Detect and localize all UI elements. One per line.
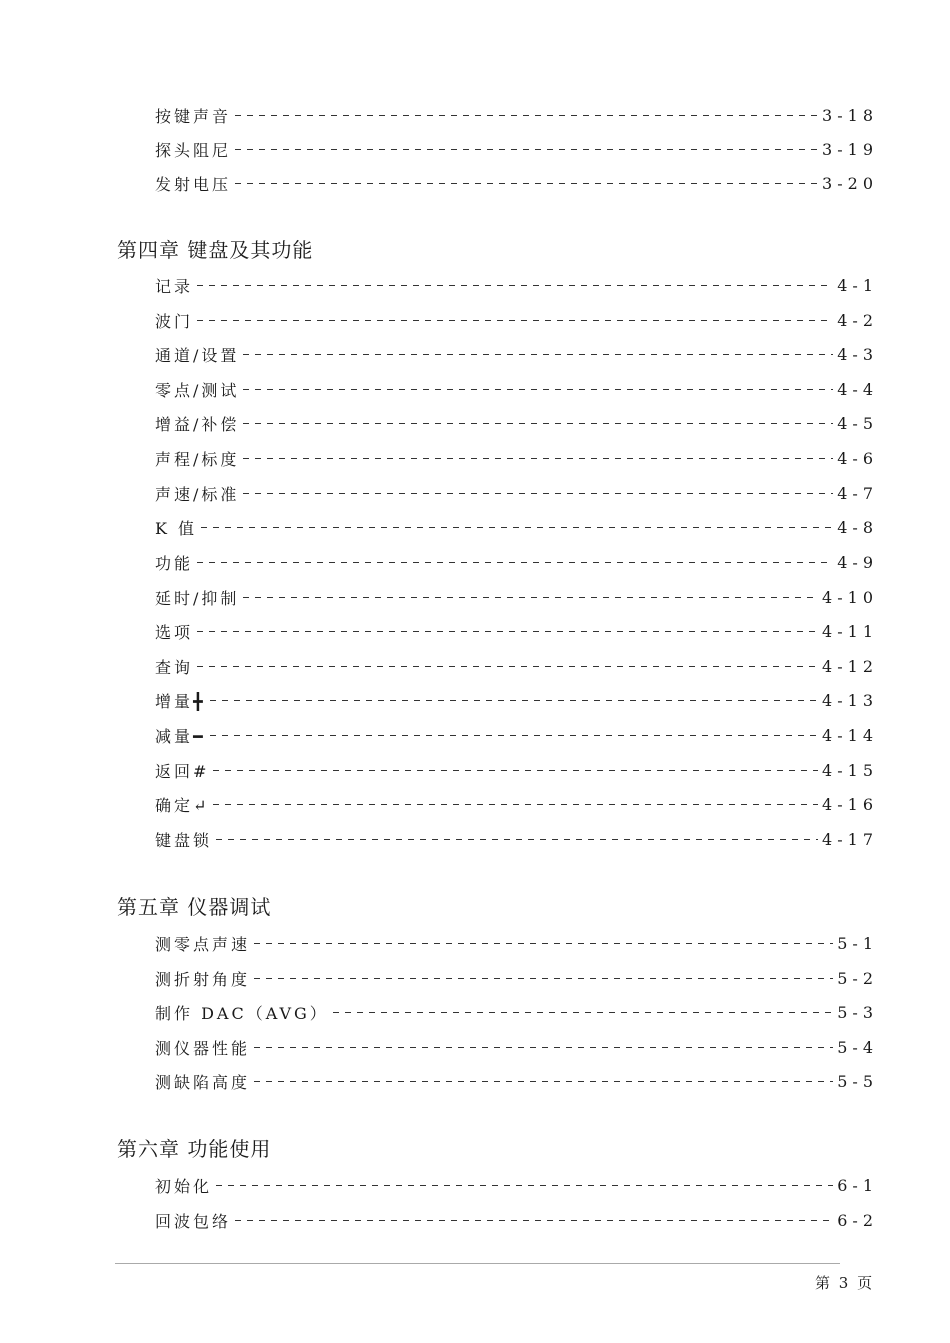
toc-leader xyxy=(243,423,833,424)
toc-page-number: 4-17 xyxy=(822,829,878,849)
toc-leader xyxy=(243,597,818,598)
toc-entry[interactable] xyxy=(155,481,878,505)
toc-leader xyxy=(243,493,833,494)
toc-entry-label: 发射电压 xyxy=(155,174,232,194)
toc-entry-label: 测仪器性能 xyxy=(155,1038,251,1058)
toc-entry-label: 功能 xyxy=(155,553,194,573)
toc-leader xyxy=(213,804,818,805)
toc-entry-label: 查询 xyxy=(155,657,194,677)
toc-entry-label: 返回# xyxy=(155,761,210,781)
toc-page-number: 4-5 xyxy=(837,413,878,433)
toc-entry-label: 探头阻尼 xyxy=(155,140,232,160)
toc-entry-label: 声速/标准 xyxy=(155,484,240,504)
toc-entry-label: 增量╋ xyxy=(155,691,206,711)
toc-page-number: 4-7 xyxy=(837,483,878,503)
toc-leader xyxy=(243,458,833,459)
toc-entry-label: 测缺陷高度 xyxy=(155,1072,251,1092)
toc-page-number: 4-2 xyxy=(837,310,878,330)
toc-entry-label: K 值 xyxy=(155,518,198,538)
toc-entry[interactable] xyxy=(155,103,878,127)
toc-leader xyxy=(197,631,818,632)
toc-entry[interactable] xyxy=(155,966,878,990)
toc-page-number: 5-1 xyxy=(837,933,878,953)
toc-entry[interactable] xyxy=(155,619,878,643)
toc-page-number: 5-5 xyxy=(837,1071,878,1091)
toc-entry[interactable] xyxy=(155,1000,878,1024)
toc-leader xyxy=(243,389,833,390)
toc-page-number: 4-4 xyxy=(837,379,878,399)
toc-entry-label: 记录 xyxy=(155,276,194,296)
footer-page-number: 第 3 页 xyxy=(815,1274,875,1292)
toc-entry-label: 测折射角度 xyxy=(155,969,251,989)
toc-entry-label: 减量━ xyxy=(155,726,206,746)
toc-entry-label: 零点/测试 xyxy=(155,380,240,400)
toc-entry[interactable] xyxy=(155,1069,878,1093)
toc-leader xyxy=(197,285,833,286)
toc-entry[interactable] xyxy=(155,931,878,955)
toc-leader xyxy=(235,115,818,116)
toc-page-number: 4-10 xyxy=(822,587,878,607)
toc-page-number: 3-19 xyxy=(822,139,878,159)
toc-leader xyxy=(254,978,833,979)
toc-page-number: 5-4 xyxy=(837,1037,878,1057)
toc-entry[interactable] xyxy=(155,550,878,574)
toc-entry[interactable] xyxy=(155,171,878,195)
toc-entry-label: 延时/抑制 xyxy=(155,588,240,608)
toc-leader xyxy=(235,1220,833,1221)
toc-entry[interactable] xyxy=(155,137,878,161)
toc-entry[interactable] xyxy=(155,758,878,782)
toc-entry-label: 回波包络 xyxy=(155,1211,232,1231)
toc-page-number: 3-18 xyxy=(822,105,878,125)
toc-entry[interactable] xyxy=(155,446,878,470)
toc-page-number: 6-2 xyxy=(837,1210,878,1230)
toc-leader xyxy=(210,735,818,736)
toc-entry-label: 波门 xyxy=(155,311,194,331)
toc-entry-label: 初始化 xyxy=(155,1176,213,1196)
toc-leader xyxy=(201,527,833,528)
toc-entry[interactable] xyxy=(155,342,878,366)
toc-page-number: 4-14 xyxy=(822,725,878,745)
toc-entry[interactable] xyxy=(155,688,878,712)
toc-entry[interactable] xyxy=(155,273,878,297)
toc-leader xyxy=(216,839,818,840)
toc-entry-label: 声程/标度 xyxy=(155,449,240,469)
toc-leader xyxy=(235,149,818,150)
chapter-heading[interactable]: 第六章 功能使用 xyxy=(117,1137,272,1161)
chapter-heading[interactable]: 第五章 仪器调试 xyxy=(117,895,272,919)
toc-page-number: 4-1 xyxy=(837,275,878,295)
toc-leader xyxy=(254,943,833,944)
toc-entry-label: 通道/设置 xyxy=(155,345,240,365)
toc-page-number: 4-12 xyxy=(822,656,878,676)
toc-entry[interactable] xyxy=(155,585,878,609)
toc-page-number: 4-3 xyxy=(837,344,878,364)
toc-leader xyxy=(243,354,833,355)
toc-page-number: 4-16 xyxy=(822,794,878,814)
toc-entry[interactable] xyxy=(155,1208,878,1232)
toc-leader xyxy=(213,770,818,771)
toc-entry-label: 按键声音 xyxy=(155,106,232,126)
toc-entry[interactable] xyxy=(155,827,878,851)
toc-page-number: 4-13 xyxy=(822,690,878,710)
toc-entry-label: 增益/补偿 xyxy=(155,414,240,434)
toc-entry-label: 键盘锁 xyxy=(155,830,213,850)
toc-leader xyxy=(197,320,833,321)
toc-page-number: 4-15 xyxy=(822,760,878,780)
toc-page-number: 4-9 xyxy=(837,552,878,572)
toc-entry[interactable] xyxy=(155,377,878,401)
toc-entry[interactable] xyxy=(155,1173,878,1197)
toc-entry[interactable] xyxy=(155,723,878,747)
toc-page-number: 4-8 xyxy=(837,517,878,537)
toc-leader xyxy=(254,1047,833,1048)
toc-leader xyxy=(197,666,818,667)
toc-leader xyxy=(216,1185,833,1186)
toc-leader xyxy=(235,183,818,184)
toc-page-number: 4-11 xyxy=(822,621,878,641)
toc-entry-label: 制作 DAC（AVG） xyxy=(155,1003,329,1023)
toc-entry[interactable] xyxy=(155,1035,878,1059)
footer-rule xyxy=(115,1263,840,1264)
toc-page-number: 6-1 xyxy=(837,1175,878,1195)
toc-entry[interactable] xyxy=(155,308,878,332)
toc-page-number: 3-20 xyxy=(822,173,878,193)
toc-page-number: 5-2 xyxy=(837,968,878,988)
toc-entry[interactable] xyxy=(155,792,878,816)
toc-entry-label: 测零点声速 xyxy=(155,934,251,954)
toc-entry[interactable] xyxy=(155,515,878,539)
toc-entry-label: 确定↵ xyxy=(155,795,210,815)
toc-entry-label: 选项 xyxy=(155,622,194,642)
toc-entry[interactable] xyxy=(155,654,878,678)
toc-leader xyxy=(254,1081,833,1082)
toc-leader xyxy=(210,700,818,701)
toc-leader xyxy=(333,1012,833,1013)
toc-entry[interactable] xyxy=(155,411,878,435)
toc-page-number: 4-6 xyxy=(837,448,878,468)
toc-leader xyxy=(197,562,833,563)
chapter-heading[interactable]: 第四章 键盘及其功能 xyxy=(117,238,314,262)
toc-page-number: 5-3 xyxy=(837,1002,878,1022)
